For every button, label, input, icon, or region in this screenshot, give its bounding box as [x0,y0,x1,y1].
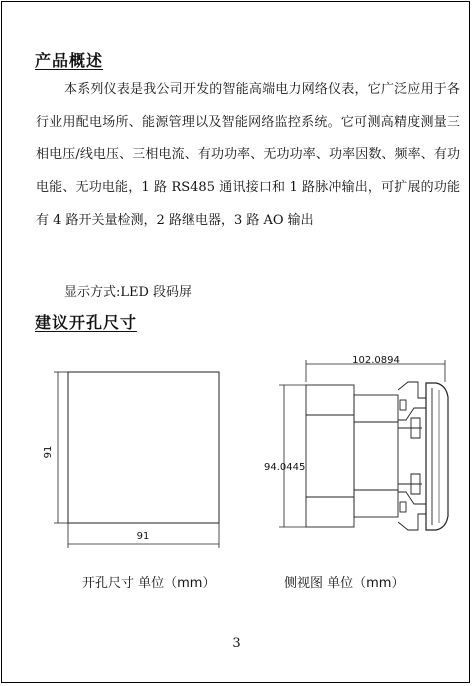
section-title-overview: 产品概述 [35,51,104,70]
side-view-height-label: 94.0445 [264,462,306,473]
document-page [1,1,470,683]
overview-paragraph: 本系列仪表是我公司开发的智能高端电力网络仪表，它广泛应用于各行业用配电场所、能源管理以及智能网络监控系统。它可测高精度测量三相电压/线电压、三相电流、有功功率、无功功率、功率因数、频率、有功电能、无功电能，1 路 RS485 通讯接口和 1 路脉冲输出，可扩展的功能有 4 路开关量检测，2 路继电器，3 路 AO 输出 [36,82,460,228]
side-view-caption: 侧视图 单位（mm） [284,576,405,591]
dimension-drawings [2,2,471,602]
page-number: 3 [232,636,241,651]
display-mode-line: 显示方式:LED 段码屏 [64,285,193,300]
cutout-caption: 开孔尺寸 单位（mm） [82,576,216,591]
side-view-width-label: 102.0894 [352,355,400,366]
cutout-drawing [43,372,219,548]
section-title-cutout: 建议开孔尺寸 [35,313,138,332]
cutout-height-label: 91 [43,445,54,459]
cutout-width-label: 91 [136,531,150,542]
side-view-drawing [279,360,448,530]
